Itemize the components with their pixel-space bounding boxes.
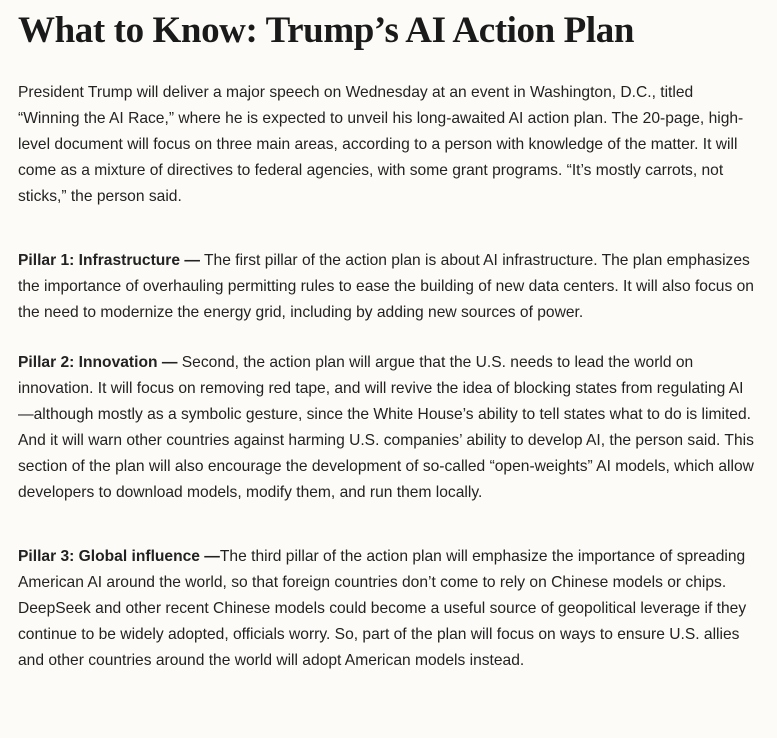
pillar-2-lead: Pillar 2: Innovation — xyxy=(18,354,178,371)
pillar-1-lead: Pillar 1: Infrastructure — xyxy=(18,252,200,269)
headline: What to Know: Trump’s AI Action Plan xyxy=(18,10,635,51)
pillar-3-body: The third pillar of the action plan will emphasize the importance of spreading American AI around the world, so that foreign countries don’t come to rely on Chinese models or chips. DeepSeek and other recent Chinese models could become a useful source of geopolitical leverage if they continue to be widely adopted, officials worry. So, part of the plan will focus on ways to ensure U.S. allies and other countries around the world will adopt American models instead. xyxy=(18,548,747,669)
intro-paragraph: President Trump will deliver a major speech on Wednesday at an event in Washington, D.C., titled “Winning the AI Race,” where he is expected to unveil his long-awaited AI action plan. The 20-page, high-level document will focus on three main areas, according to a person with knowledge of the matter. It will come as a mixture of directives to federal agencies, with some grant programs. “It’s mostly carrots, not sticks,” the person said. xyxy=(18,84,744,205)
pillar-1-body: The first pillar of the action plan is about AI infrastructure. The plan emphasizes the importance of overhauling permitting rules to ease the building of new data centers. It will also focus on the need to modernize the energy grid, including by adding new sources of power. xyxy=(18,252,754,321)
article xyxy=(18,8,758,674)
pillar-1-paragraph xyxy=(18,248,758,326)
pillar-2-body: Second, the action plan will argue that the U.S. needs to lead the world on innovation. It will focus on removing red tape, and will revive the idea of blocking states from regulating AI—although mostly as a symbolic gesture, since the White House’s ability to tell states what to do is limited. And it will warn other countries against harming U.S. companies’ ability to develop AI, the person said. This section of the plan will also encourage the development of so-called “open-weights” AI models, which allow developers to download models, modify them, and run them locally. xyxy=(18,354,754,501)
pillar-3-paragraph xyxy=(18,544,758,674)
pillar-2-paragraph xyxy=(18,350,758,506)
pillar-3-lead: Pillar 3: Global influence — xyxy=(18,548,220,565)
